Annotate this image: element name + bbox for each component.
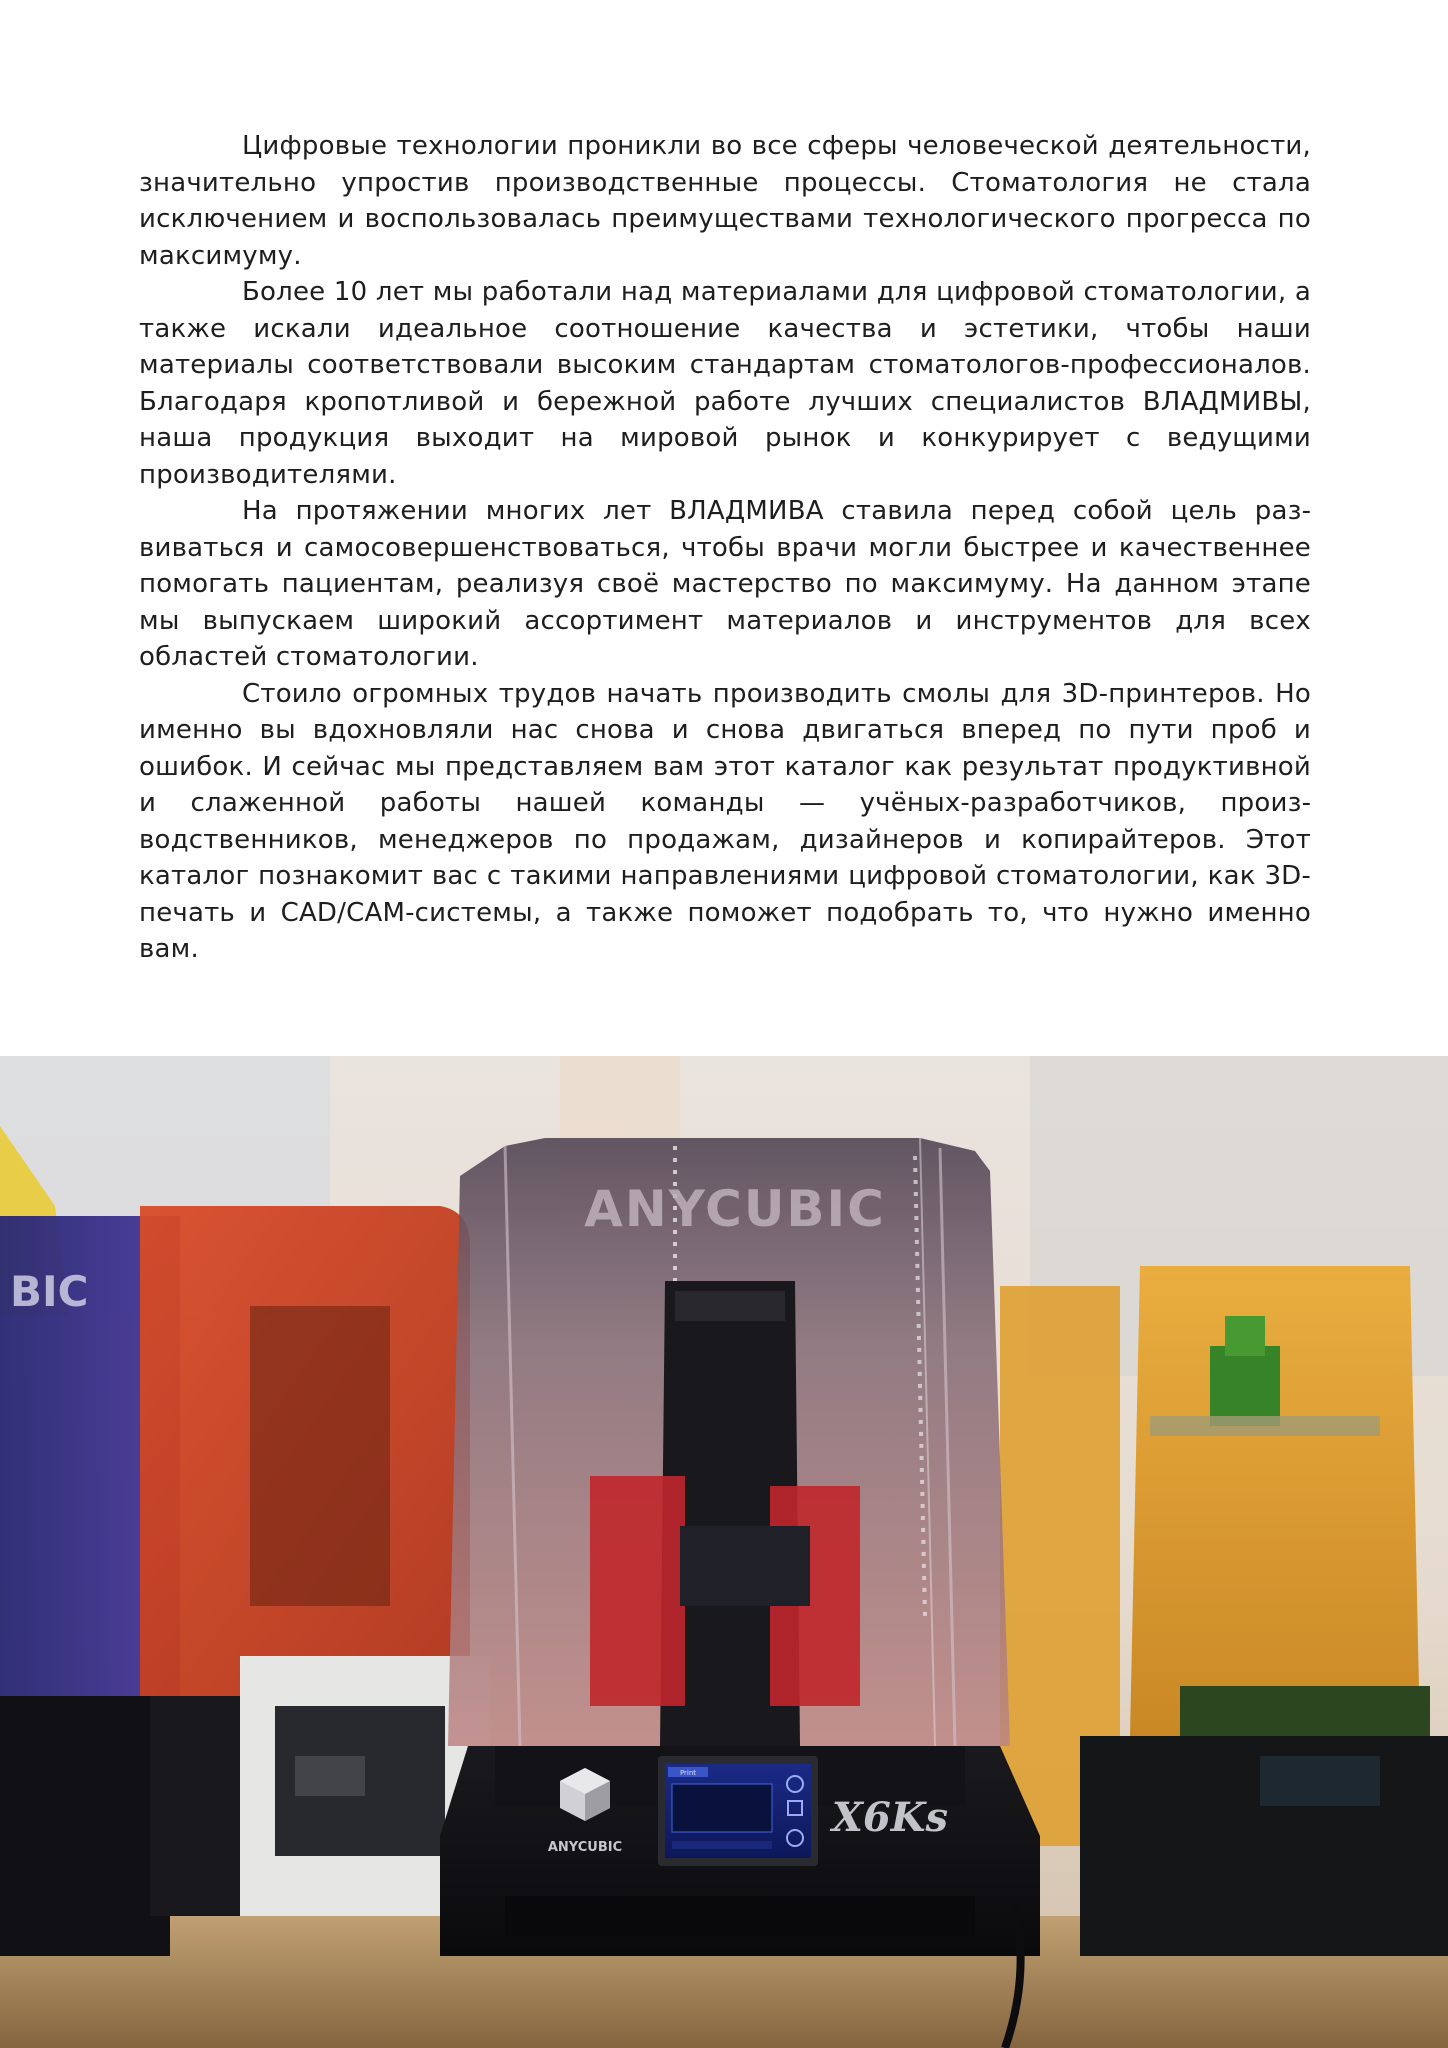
paragraph-4: Стоило огромных трудов начать производить смолы для 3D-принтеров. Но именно вы вдохновляли нас снова и снова двигаться вперед по пути проб и ошибок. И сейчас мы представляем вам этот каталог как результат продуктивной и слаженной работы нашей команды — учёных-разработчиков, производственников, менеджеров по продажам, дизайнеров и копирайтеров. Этот каталог познакомит вас с такими направлениями цифровой стоматологии, как 3D-печать и CAD/CAM-системы, а также поможет подобрать то, что нужно именно вам.	[139, 678, 1311, 964]
model-badge: X6Ks	[831, 1794, 949, 1841]
paragraph-2: Более 10 лет мы работали над материалами для цифровой стоматологии, а также искали идеальное соотношение качества и эстетики, чтобы наши материалы соответствовали высоким стандартам стоматологов-профессионалов. Благодаря кропотливой и бережной работе лучших специалистов ВЛАДМИВЫ, наша продукция выходит на мировой рынок и конкурирует с ведущими производителями.	[139, 277, 1311, 490]
paragraph-3: На протяжении многих лет ВЛАДМИВА ставила перед собой цель развиваться и самосовершенствоваться, чтобы врачи могли быстрее и качественнее помогать пациентам, реализуя своё мастерство по максимуму. На данном этапе мы выпускаем широкий ассортимент материалов и инструментов для всех областей стоматологии.	[139, 496, 1311, 672]
left-printer-brand: BIC	[10, 1267, 89, 1316]
screen-tab-label: Print	[679, 1769, 697, 1777]
printer-photo-illustration	[0, 1056, 1448, 2048]
printer-photo	[0, 1056, 1448, 2048]
lid-brand-text: ANYCUBIC	[584, 1180, 886, 1238]
paragraph-1: Цифровые технологии проникли во все сферы человеческой деятельности, значительно упростив производственные процессы. Стоматология не стала исключением и воспользовалась преимуществами технологического прогресса по максимуму.	[139, 131, 1311, 271]
intro-text	[139, 128, 1311, 968]
base-brand-text: ANYCUBIC	[547, 1840, 623, 1855]
